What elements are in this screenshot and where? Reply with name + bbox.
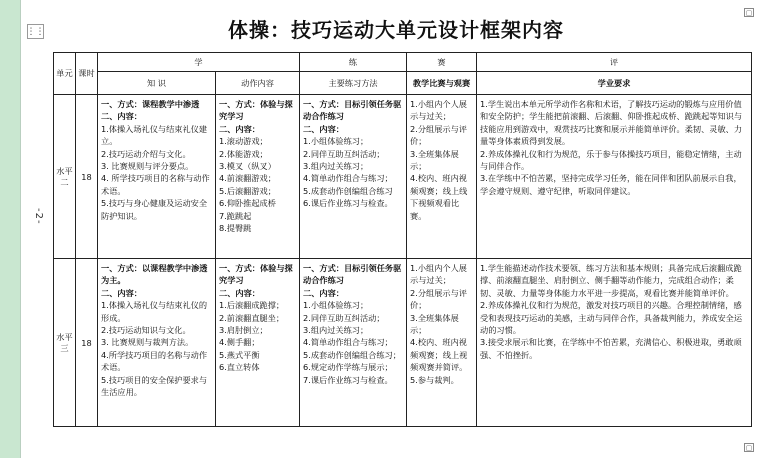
- method-cell: 一、方式：目标引领任务驱动合作练习 二、内容： 1.小组体验练习； 2.同伴互助互纠活动； 3.组内过关练习； 4.简单动作组合与练习； 5.成套动作创编组合练习； 6.规定动作学练与展示； 7.课后作业练习与检查。: [300, 259, 407, 427]
- action-cell: 一、方式：体验与探究学习 二、内容： 1.后滚翻成跪撑； 2.前滚翻直腿坐； 3.肩肘倒立； 4.侧手翻； 5.燕式平衡 6.直立转体: [216, 259, 300, 427]
- row-hours: 18: [76, 259, 98, 427]
- page-title: 体操：技巧运动大单元设计框架内容: [228, 18, 564, 42]
- requirement-cell: 1.学生能描述动作技术要领、练习方法和基本规则；具备完成后滚翻成跪撑、前滚翻直腿坐、肩肘倒立、侧手翻等动作能力，完成组合动作；柔韧、灵敏、力量等身体能力水平进一步提高，观看比赛并能简单评价。 2.养成体操礼仪和行为规范，激发对技巧项目的兴趣。合理控制情绪，感受和表现技巧运动的美感，主动与同伴合作，具备裁判能力，养成安全运动的习惯。 3.接受求展示和比赛，在学练中不怕苦累，充满信心、积极进取，勇敢顽强、不怕挫折。: [477, 259, 752, 427]
- header-unit: 单元: [54, 53, 76, 95]
- table-row: [54, 95, 752, 259]
- method-cell: 一、方式：目标引领任务驱动合作练习 二、内容： 1.小组体验练习； 2.同伴互助互纠活动； 3.组内过关练习； 4.简单动作组合与练习； 5.成套动作创编组合练习 6.课后作业练习与检查。: [300, 95, 407, 259]
- match-cell: 1.小组内个人展示与过关； 2.分组展示与评价； 3.全班集体展示； 4.校内、班内视频观赛；线上线下视频观看比赛。: [407, 95, 477, 259]
- table-move-handle-icon[interactable]: ⋮⋮: [27, 24, 44, 39]
- header-hours: 课时: [76, 53, 98, 95]
- header-knowledge: 知 识: [98, 72, 216, 95]
- resize-icon[interactable]: ▢: [745, 444, 753, 452]
- requirement-cell: 1.学生说出本单元所学动作名称和术语，了解技巧运动的锻炼与应用价值和安全防护；学生能把前滚翻、后滚翻、仰卧推起成桥、跪跳起等知识与技能应用到游戏中，观赏技巧比赛和展示并能简单评价。柔韧、灵敏、力量等身体素质得到发展。 2.养成体操礼仪和行为规范，乐于参与体操技巧项目，能稳定情绪，主动与同伴合作。 3.在学练中不怕苦累，坚持完成学习任务，能在同伴和团队前展示自我，学会遵守规则、遵守纪律，听取同伴建议。: [477, 95, 752, 259]
- match-cell: 1.小组内个人展示与过关； 2.分组展示与评价； 3.全班集体展示； 4.校内、班内视频观赛；线上视频观赛并简评。 5.参与裁判。: [407, 259, 477, 427]
- table-row: [54, 259, 752, 427]
- header-match: 教学比赛与观赛: [407, 72, 477, 95]
- row-hours: 18: [76, 95, 98, 259]
- header-evaluate: 评: [477, 53, 752, 72]
- row-unit: 水平三: [54, 259, 76, 427]
- header-requirement: 学业要求: [477, 72, 752, 95]
- page-number: -2-: [33, 208, 44, 225]
- header-method: 主要练习方法: [300, 72, 407, 95]
- action-cell: 一、方式：体验与探究学习 二、内容： 1.滚动游戏； 2.体能游戏； 3.模叉（纵叉） 4.前滚翻游戏； 5.后滚翻游戏； 6.仰卧推起成桥 7.跪跳起 8.提臀跳: [216, 95, 300, 259]
- row-unit: 水平二: [54, 95, 76, 259]
- design-table: [53, 52, 752, 427]
- knowledge-cell: 一、方式：课程教学中渗透 二、内容： 1.体操入场礼仪与结束礼仪建立。 2.技巧运动介绍与文化。 3. 比赛规则与评分要点。 4. 所学技巧项目的名称与动作术语。 5.技巧与身心健康及运动安全防护知识。: [98, 95, 216, 259]
- expand-icon[interactable]: ▢: [745, 9, 753, 17]
- header-compete: 赛: [407, 53, 477, 72]
- header-learn: 学: [98, 53, 300, 72]
- header-practice: 练: [300, 53, 407, 72]
- knowledge-cell: 一、方式：以课程教学中渗透为主。 二、内容： 1.体操入场礼仪与结束礼仪的形成。 2.技巧运动知识与文化。 3. 比赛规则与裁判方法。 4.所学技巧项目的名称与动作术语。 5.技巧项目的安全保护要求与生活应用。: [98, 259, 216, 427]
- header-action: 动作内容: [216, 72, 300, 95]
